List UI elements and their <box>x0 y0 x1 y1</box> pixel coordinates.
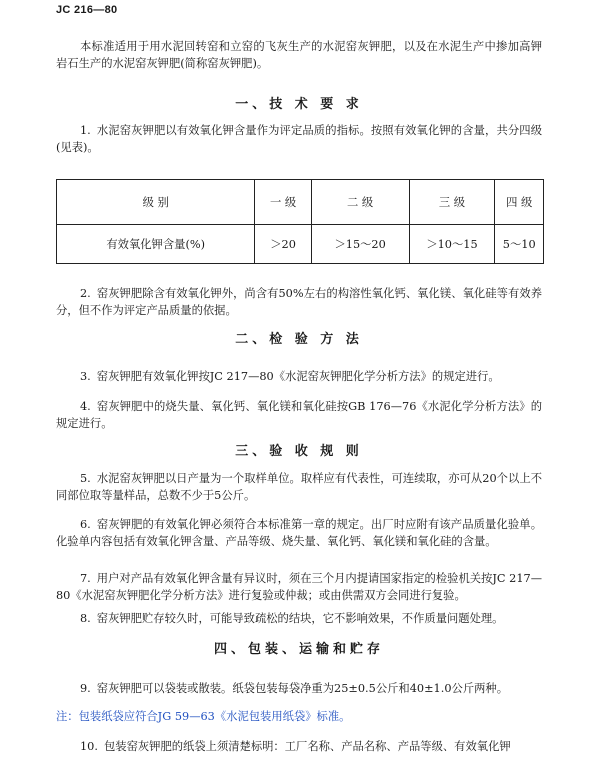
clause-number: 9. <box>80 682 91 695</box>
header-cell-grade-2: 二 级 <box>311 180 409 225</box>
clause-number: 7. <box>80 572 91 585</box>
value-cell-grade-1: ＞20 <box>255 225 311 264</box>
grade-table <box>56 179 544 264</box>
clause-number: 4. <box>80 400 91 413</box>
note-paper-bag: 注：包装纸袋应符合JG 59—63《水泥包装用纸袋》标准。 <box>56 710 351 723</box>
section-title-tech: 一、技 术 要 求 <box>235 97 363 112</box>
header-cell-grade-1: 一 级 <box>255 180 311 225</box>
clause-number: 5. <box>80 472 91 485</box>
clause-text: 包装窑灰钾肥的纸袋上须清楚标明：工厂名称、产品名称、产品等级、有效氧化钾 <box>103 740 511 753</box>
clause-number: 8. <box>80 612 91 625</box>
clause-text: 窑灰钾肥中的烧失量、氧化钙、氧化镁和氧化硅按GB 176—76《水泥化学分析方法》的规定进行。 <box>56 400 542 430</box>
clause-text: 水泥窑灰钾肥以有效氧化钾含量作为评定品质的指标。按照有效氧化钾的含量，共分四级(见表)。 <box>56 124 542 154</box>
clause-text: 窑灰钾肥可以袋装或散装。纸袋包装每袋净重为25±0.5公斤和40±1.0公斤两种。 <box>96 682 509 695</box>
value-cell-label: 有效氧化钾含量(%) <box>57 225 255 264</box>
clause-text: 窑灰钾肥贮存较久时，可能导致疏松的结块，它不影响效果，不作质量问题处理。 <box>96 612 504 625</box>
clause-4 <box>56 398 542 432</box>
section-title-test: 二、检 验 方 法 <box>235 332 363 347</box>
section-title-accept: 三、验 收 规 则 <box>235 444 363 459</box>
clause-1 <box>56 122 542 156</box>
clause-text: 窑灰钾肥有效氧化钾按JC 217—80《水泥窑灰钾肥化学分析方法》的规定进行。 <box>96 370 500 383</box>
clause-5 <box>56 470 542 504</box>
clause-number: 3. <box>80 370 91 383</box>
clause-7 <box>56 570 542 604</box>
header-cell-grade: 级 别 <box>57 180 255 225</box>
clause-8 <box>56 610 542 627</box>
clause-text: 窑灰钾肥的有效氧化钾必须符合本标准第一章的规定。出厂时应附有该产品质量化验单。化验单内容包括有效氧化钾含量、产品等级、烧失量、氧化钙、氧化镁和氧化硅的含量。 <box>56 518 542 548</box>
clause-text: 窑灰钾肥除含有效氧化钾外，尚含有50%左右的构溶性氧化钙、氧化镁、氧化硅等有效养分，但不作为评定产品质量的依据。 <box>56 287 542 317</box>
clause-9 <box>56 680 542 697</box>
header-cell-grade-3: 三 级 <box>409 180 495 225</box>
value-cell-grade-2: ＞15～20 <box>311 225 409 264</box>
grade-table-header-row <box>57 180 544 225</box>
clause-number: 2. <box>80 287 91 300</box>
clause-number: 1. <box>80 124 91 137</box>
clause-number: 10. <box>80 740 98 753</box>
header-cell-grade-4: 四 级 <box>495 180 544 225</box>
intro-paragraph: 本标准适用于用水泥回转窑和立窑的飞灰生产的水泥窑灰钾肥，以及在水泥生产中掺加高钾岩石生产的水泥窑灰钾肥(简称窑灰钾肥)。 <box>56 40 542 70</box>
clause-text: 水泥窑灰钾肥以日产量为一个取样单位。取样应有代表性，可连续取，亦可从20个以上不同部位取等量样品，总数不少于5公斤。 <box>56 472 542 502</box>
clause-text: 用户对产品有效氧化钾含量有异议时，须在三个月内提请国家指定的检验机关按JC 217—80《水泥窑灰钾肥化学分析方法》进行复验或仲裁；或由供需双方会同进行复验。 <box>56 572 542 602</box>
value-cell-grade-4: 5～10 <box>495 225 544 264</box>
clause-number: 6. <box>80 518 91 531</box>
clause-10 <box>56 738 542 755</box>
section-title-pack: 四、包装、运输和贮存 <box>213 642 384 657</box>
grade-table-value-row <box>57 225 544 264</box>
clause-2 <box>56 285 542 319</box>
document-code: JC 216—80 <box>56 4 118 16</box>
value-cell-grade-3: ＞10～15 <box>409 225 495 264</box>
clause-3 <box>56 368 542 385</box>
clause-6 <box>56 516 542 550</box>
